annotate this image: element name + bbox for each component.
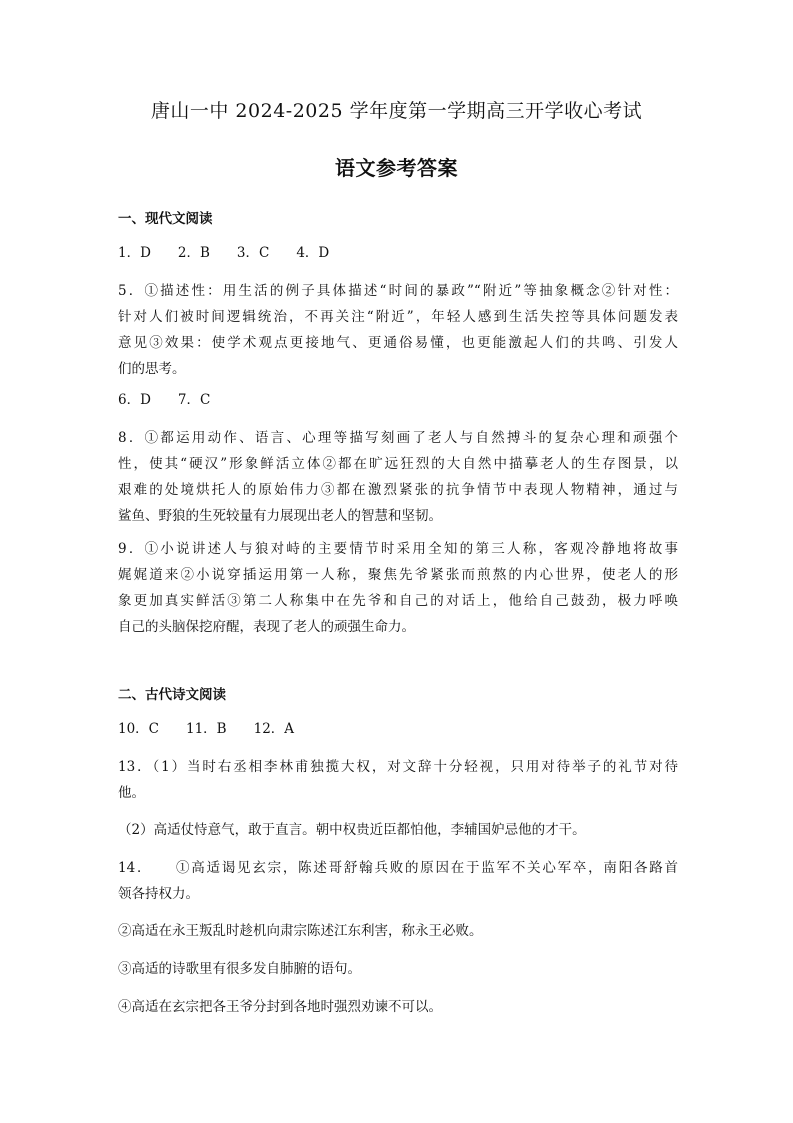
answer-14-line: 14． ①高适谒见玄宗，陈述哥舒翰兵败的原因在于监军不关心军卒，南阳各路首	[118, 860, 678, 876]
answer-14-item3: ③高适的诗歌里有很多发自肺腑的语句。	[118, 961, 361, 977]
answers-6-7: 6．D 7．C	[118, 392, 211, 408]
answer-9-line: 自己的头脑保挖府醒，表现了老人的顽强生命力。	[118, 619, 415, 635]
section-heading-classical-reading: 二、古代诗文阅读	[118, 687, 226, 703]
answer-8-line: 性，使其“硬汉”形象鲜活立体②都在旷远狂烈的大自然中描摹老人的生存图景，以	[118, 456, 678, 472]
answer-13-part1	[118, 754, 678, 806]
answer-8-line: 鲨鱼、野狼的生死较量有力展现出老人的智慧和坚韧。	[118, 508, 442, 524]
answer-5-line: 们的思考。	[118, 361, 186, 377]
answer-5-line: 5．①描述性：用生活的例子具体描述“时间的暴政”“附近”等抽象概念②针对性：	[118, 283, 678, 299]
answer-9	[118, 536, 678, 640]
answer-9-line: 象更加真实鲜活③第二人称集中在先爷和自己的对话上，他给自己鼓劲，极力呼唤	[118, 593, 678, 609]
answer-9-line: 9．①小说讲述人与狼对峙的主要情节时采用全知的第三人称，客观冷静地将故事	[118, 541, 678, 557]
answers-1-4: 1．D 2．B 3．C 4．D	[118, 245, 330, 261]
answer-14-item4: ④高适在玄宗把各王爷分封到各地时强烈劝谏不可以。	[118, 999, 442, 1015]
answer-5-line: 针对人们被时间逻辑统治，不再关注“附近”，年轻人感到生活失控等具体问题发表	[118, 309, 678, 325]
answer-5-line: 意见③效果：使学术观点更接地气、更通俗易懂，也更能激起人们的共鸣、引发人	[118, 335, 678, 351]
answer-9-line: 娓娓道来②小说穿插运用第一人称，聚焦先爷紧张而煎熬的内心世界，使老人的形	[118, 567, 678, 583]
answer-13-line: 13．（1）当时右丞相李林甫独揽大权，对文辞十分轻视，只用对待举子的礼节对待	[118, 759, 678, 775]
answer-8-line: 8．①都运用动作、语言、心理等描写刻画了老人与自然搏斗的复杂心理和顽强个	[118, 430, 678, 446]
document-subtitle: 语文参考答案	[335, 156, 458, 180]
answer-8-line: 艰难的处境烘托人的原始伟力③都在激烈紧张的抗争情节中表现人物精神，通过与	[118, 482, 678, 498]
answers-10-12: 10．C 11．B 12．A	[118, 721, 295, 737]
section-heading-modern-reading: 一、现代文阅读	[118, 211, 213, 227]
answer-8	[118, 425, 678, 529]
answer-14-item2: ②高适在永王叛乱时趁机向肃宗陈述江东利害，称永王必败。	[118, 923, 483, 939]
document-title: 唐山一中 2024-2025 学年度第一学期高三开学收心考试	[150, 100, 643, 122]
answer-5	[118, 278, 678, 382]
answer-14-line: 领各持权力。	[118, 886, 199, 902]
answer-14-item1	[118, 855, 678, 907]
answer-13-line: 他。	[118, 785, 145, 801]
answer-13-part2: （2）高适仗恃意气，敢于直言。朝中权贵近臣都怕他，李辅国妒忌他的才干。	[118, 822, 586, 838]
